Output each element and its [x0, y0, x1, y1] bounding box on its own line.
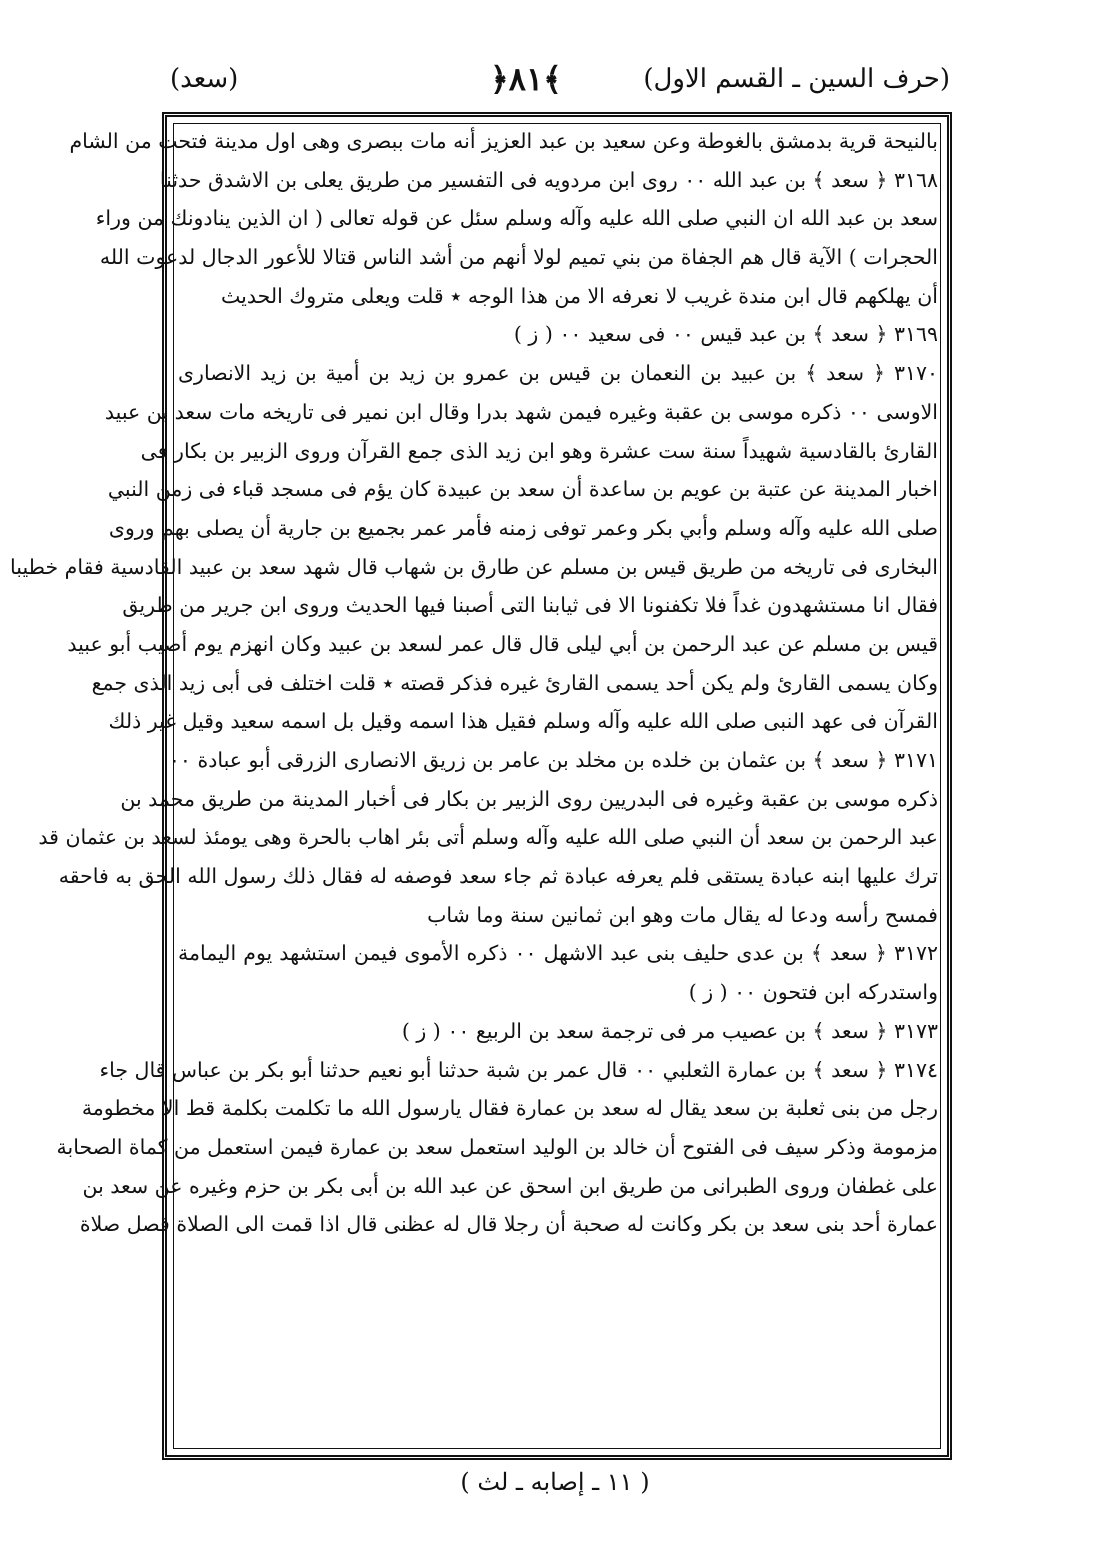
text-line: رجل من بنى ثعلبة بن سعد يقال له سعد بن عمارة فقال يارسول الله ما تكلمت بكلمة قط الا مخطومة	[81, 1096, 938, 1121]
text-line: أن يهلكهم قال ابن مندة غريب لا نعرفه الا من هذا الوجه ٭ قلت ويعلى متروك الحديث	[221, 283, 938, 308]
text-line: عبد الرحمن بن سعد أن النبي صلى الله عليه وآله وسلم أتى بئر اهاب بالحرة وهى يومئذ لسعد بن عثمان قد	[38, 825, 938, 850]
text-line: بالنيحة قرية بدمشق بالغوطة وعن سعيد بن عبد العزيز أنه مات ببصرى وهى اول مدينة فتحت من الشام	[69, 129, 938, 153]
text-line: عمارة أحد بنى سعد بن بكر وكانت له صحبة أن رجلا قال له عظنى قال اذا قمت الى الصلاة فصل صلاة	[79, 1212, 938, 1237]
page-header	[170, 60, 950, 112]
text-line: الحجرات ) الآية قال هم الجفاة من بني تميم لولا أنهم من أشد الناس قتالا للأعور الدجال لدعوت الله	[99, 245, 938, 270]
text-line: على غطفان وروى الطبرانى من طريق ابن اسحق عن عبد الله بن أبى بكر بن حزم وغيره عن سعد بن	[82, 1173, 938, 1198]
text-line: سعد بن عبد الله ان النبي صلى الله عليه وآله وسلم سئل عن قوله تعالى ( ان الذين ينادونك من وراء	[95, 206, 938, 231]
text-line: ٣١٦٩ ﴿ سعد ﴾ بن عبد قيس ٠٠ فى سعيد ٠٠ ( ز )	[513, 322, 938, 347]
text-line: فمسح رأسه ودعا له يقال مات وهو ابن ثمانين سنة وما شاب	[427, 902, 938, 927]
text-line: ٣١٦٨ ﴿ سعد ﴾ بن عبد الله ٠٠ روى ابن مردويه فى التفسير من طريق يعلى بن الاشدق حدثنا	[159, 167, 938, 192]
entry-keyword: (سعد)	[170, 64, 239, 94]
signature-mark: ( ١١ ـ إصابه ـ لث )	[460, 1468, 650, 1496]
text-line: القرآن فى عهد النبى صلى الله عليه وآله وسلم فقيل هذا اسمه وقيل بل اسمه سعيد وقيل غير ذلك	[108, 709, 938, 734]
text-line: القارئ بالقادسية شهيداً سنة ست عشرة وهو ابن زيد الذى جمع القرآن وروى الزبير بن بكار فى	[140, 438, 938, 463]
text-line: وكان يسمى القارئ ولم يكن أحد يسمى القارئ غيره فذكر قصته ٭ قلت اختلف فى أبى زيد الذى جمع	[91, 670, 938, 695]
text-line: ذكره موسى بن عقبة وغيره فى البدريين روى الزبير بن بكار فى أخبار المدينة من طريق محمد بن	[120, 786, 938, 811]
text-line: ٣١٧١ ﴿ سعد ﴾ بن عثمان بن خلده بن مخلد بن عامر بن زريق الانصارى الزرقى أبو عبادة ٠٠	[168, 748, 938, 772]
text-line: الاوسى ٠٠ ذكره موسى بن عقبة وغيره فيمن شهد بدرا وقال ابن نمير فى تاريخه مات سعد بن عبيد	[104, 399, 938, 424]
text-line: مزمومة وذكر سيف فى الفتوح أن خالد بن الوليد استعمل سعد بن عمارة فيمن استعمل من كماة الصحابة	[56, 1134, 938, 1159]
text-line: واستدركه ابن فتحون ٠٠ ( ز )	[688, 980, 938, 1005]
page-number: ﴿٨١﴾	[490, 60, 562, 98]
text-line: فقال انا مستشهدون غداً فلا تكفنونا الا فى ثيابنا التى أصبنا فيها الحديث وروى ابن جرير من طريق	[122, 593, 938, 618]
text-line: ٣١٧٢ ﴿ سعد ﴾ بن عدى حليف بنى عبد الاشهل ٠٠ ذكره الأموى فيمن استشهد يوم اليمامة	[178, 941, 938, 966]
text-line: اخبار المدينة عن عتبة بن عويم بن ساعدة أن سعد بن عبيدة كان يؤم فى مسجد قباء فى زمن النبي	[107, 477, 938, 502]
text-line: صلى الله عليه وآله وسلم وأبي بكر وعمر توفى زمنه فأمر عمر بجميع بن جارية أن يصلى بهم وروى	[108, 515, 938, 540]
body-text	[10, 122, 938, 1442]
text-line: قيس بن مسلم عن عبد الرحمن بن أبي ليلى قال قال عمر لسعد بن عبيد وكان انهزم يوم أصيب أبو عبيد	[67, 631, 938, 656]
section-title: (حرف السين ـ القسم الاول)	[643, 64, 950, 94]
text-line: ترك عليها ابنه عبادة يستقى فلم يعرفه عبادة ثم جاء سعد فوصفه له فقال ذلك رسول الله الحق به فاحقه	[58, 864, 938, 889]
text-line: ٣١٧٤ ﴿ سعد ﴾ بن عمارة الثعلبي ٠٠ قال عمر بن شبة حدثنا أبو نعيم حدثنا أبو بكر بن عباس قال جاء	[99, 1057, 938, 1082]
text-line: البخارى فى تاريخه من طريق قيس بن مسلم عن طارق بن شهاب قال شهد سعد بن عبيد القادسية فقام خطيبا	[10, 554, 938, 579]
text-line: ٣١٧٠ ﴿ سعد ﴾ بن عبيد بن النعمان بن قيس بن عمرو بن زيد بن أمية بن زيد الانصارى	[178, 361, 938, 386]
text-line: ٣١٧٣ ﴿ سعد ﴾ بن عصيب مر فى ترجمة سعد بن الربيع ٠٠ ( ز )	[401, 1018, 938, 1043]
